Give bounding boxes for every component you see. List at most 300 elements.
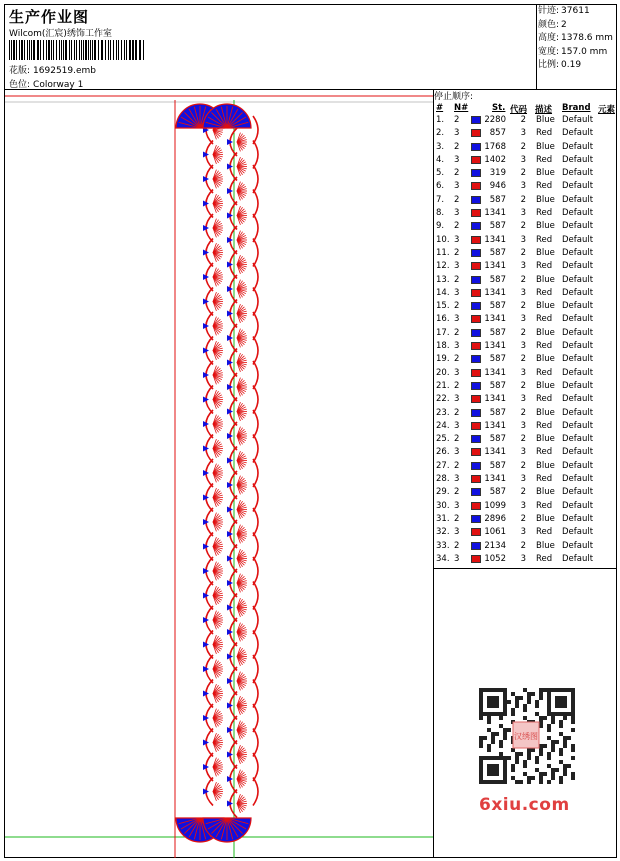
table-row <box>434 127 618 140</box>
row-code: 3 <box>520 128 526 139</box>
row-brand: Default <box>562 447 594 458</box>
row-needle: 3 <box>454 128 460 139</box>
design-file <box>9 63 96 76</box>
row-brand: Default <box>562 420 594 431</box>
table-row <box>434 154 618 167</box>
qr-module <box>487 728 491 732</box>
qr-module <box>487 720 491 724</box>
row-brand: Default <box>562 553 594 564</box>
row-stitches: 1341 <box>484 208 506 219</box>
row-stitches: 2896 <box>484 513 506 524</box>
row-brand: Default <box>562 540 594 551</box>
color-swatch <box>471 209 481 217</box>
color-swatch <box>471 129 481 137</box>
row-index: 12. <box>436 261 450 272</box>
studio-name: Wilcom(汇宸)绣饰工作室 <box>9 29 112 39</box>
qr-module <box>515 704 519 708</box>
table-row <box>434 260 618 273</box>
qr-module <box>515 756 519 760</box>
barcode-bar <box>126 40 127 60</box>
color-swatch <box>471 249 481 257</box>
table-row <box>434 234 618 247</box>
qr-module <box>571 748 575 752</box>
qr-module <box>539 716 543 720</box>
color-swatch <box>471 355 481 363</box>
barcode-bar <box>85 40 87 60</box>
row-index: 3. <box>436 141 445 152</box>
row-code: 2 <box>520 407 526 418</box>
qr-module <box>499 740 503 744</box>
row-index: 24. <box>436 420 450 431</box>
row-description: Blue <box>536 407 555 418</box>
row-brand: Default <box>562 513 594 524</box>
scallop-arc <box>253 582 258 610</box>
color-swatch <box>471 382 481 390</box>
row-stitches: 587 <box>489 380 506 391</box>
row-stitches: 1341 <box>484 234 506 245</box>
qr-module <box>479 716 483 720</box>
row-index: 33. <box>436 540 450 551</box>
qr-module <box>523 716 527 720</box>
row-brand: Default <box>562 168 594 179</box>
row-index: 1. <box>436 115 445 125</box>
stat-row <box>538 5 618 19</box>
row-code: 2 <box>520 380 526 391</box>
colorway-value: Colorway 1 <box>33 80 84 90</box>
row-brand: Default <box>562 247 594 258</box>
color-swatch <box>471 475 481 483</box>
row-stitches: 319 <box>489 168 506 179</box>
row-stitches: 587 <box>489 194 506 205</box>
stat-label: 颜色: <box>538 19 560 30</box>
row-code: 3 <box>520 553 526 564</box>
row-needle: 2 <box>454 247 460 258</box>
color-swatch <box>471 502 481 510</box>
row-description: Blue <box>536 247 555 258</box>
row-code: 2 <box>520 301 526 312</box>
qr-finder <box>487 696 499 708</box>
row-stitches: 587 <box>489 460 506 471</box>
scallop-arc <box>253 533 258 561</box>
row-brand: Default <box>562 500 594 511</box>
qr-module <box>499 744 503 748</box>
color-swatch <box>471 515 481 523</box>
barcode-bar <box>69 40 70 60</box>
row-brand: Default <box>562 314 594 325</box>
row-description: Blue <box>536 354 555 365</box>
qr-module <box>487 748 491 752</box>
row-description: Blue <box>536 194 555 205</box>
row-brand: Default <box>562 367 594 378</box>
barcode-bar <box>51 40 52 60</box>
table-header <box>434 102 618 114</box>
row-stitches: 1099 <box>484 500 506 511</box>
scallop-arc <box>253 704 258 732</box>
qr-module <box>523 760 527 764</box>
row-description: Blue <box>536 141 555 152</box>
color-swatch <box>471 236 481 244</box>
barcode-bar <box>74 40 75 60</box>
barcode-bar <box>11 40 12 60</box>
color-swatch <box>471 422 481 430</box>
table-row <box>434 486 618 499</box>
row-description: Blue <box>536 380 555 391</box>
qr-module <box>539 720 543 724</box>
row-code: 2 <box>520 487 526 498</box>
table-row <box>434 367 618 380</box>
table-row <box>434 327 618 340</box>
embroidery-pattern <box>176 104 258 842</box>
qr-module <box>571 772 575 776</box>
color-swatch <box>471 222 481 230</box>
qr-module <box>547 780 551 784</box>
qr-module <box>547 736 551 740</box>
row-code: 2 <box>520 354 526 365</box>
qr-module <box>479 736 483 740</box>
qr-module <box>531 776 535 780</box>
row-index: 28. <box>436 474 450 485</box>
row-description: Red <box>536 287 553 298</box>
qr-module <box>515 700 519 704</box>
qr-module <box>491 732 495 736</box>
row-needle: 2 <box>454 194 460 205</box>
qr-module <box>555 768 559 772</box>
scallop-arc <box>253 190 258 218</box>
scallop-arc <box>253 508 258 536</box>
qr-module <box>511 764 515 768</box>
qr-module <box>539 744 543 748</box>
row-description: Red <box>536 261 553 272</box>
qr-module <box>527 700 531 704</box>
qr-module <box>535 704 539 708</box>
barcode-bar <box>118 40 119 60</box>
row-needle: 3 <box>454 154 460 165</box>
barcode-bar <box>88 40 89 60</box>
table-row <box>434 300 618 313</box>
stop-sequence-title: 停止顺序: <box>434 92 474 102</box>
row-needle: 2 <box>454 141 460 152</box>
row-stitches: 587 <box>489 274 506 285</box>
color-swatch <box>471 448 481 456</box>
color-swatch <box>471 289 481 297</box>
qr-module <box>511 692 515 696</box>
barcode-bar <box>33 40 35 60</box>
row-needle: 2 <box>454 487 460 498</box>
row-index: 31. <box>436 513 450 524</box>
row-code: 2 <box>520 247 526 258</box>
table-row <box>434 313 618 326</box>
row-stitches: 857 <box>489 128 506 139</box>
qr-module <box>563 736 567 740</box>
table-body <box>434 114 618 566</box>
row-stitches: 587 <box>489 354 506 365</box>
qr-module <box>539 748 543 752</box>
qr-module <box>535 756 539 760</box>
row-needle: 3 <box>454 527 460 538</box>
barcode-bar <box>116 40 117 60</box>
row-code: 3 <box>520 447 526 458</box>
qr-module <box>543 772 547 776</box>
scallop-arc <box>253 312 258 340</box>
scallop-arc <box>253 680 258 708</box>
row-needle: 3 <box>454 500 460 511</box>
row-stitches: 1341 <box>484 367 506 378</box>
scallop-arc <box>253 239 258 267</box>
qr-module <box>495 732 499 736</box>
qr-module <box>507 756 511 760</box>
row-code: 3 <box>520 474 526 485</box>
colorway <box>9 77 83 90</box>
barcode-bar <box>121 40 122 60</box>
header-stitches: St. <box>492 103 506 113</box>
row-index: 16. <box>436 314 450 325</box>
table-row <box>434 380 618 393</box>
row-code: 2 <box>520 274 526 285</box>
barcode-bar <box>63 40 64 60</box>
qr-module <box>483 736 487 740</box>
row-index: 25. <box>436 434 450 445</box>
row-needle: 2 <box>454 115 460 125</box>
qr-module <box>571 728 575 732</box>
row-stitches: 587 <box>489 301 506 312</box>
scallop-arc <box>253 386 258 414</box>
row-stitches: 946 <box>489 181 506 192</box>
scallop-arc <box>253 141 258 169</box>
qr-module <box>559 752 563 756</box>
row-code: 3 <box>520 420 526 431</box>
row-brand: Default <box>562 221 594 232</box>
qr-module <box>515 780 519 784</box>
stat-value: 0.19 <box>561 60 582 71</box>
barcode-bar <box>19 40 20 60</box>
row-description: Blue <box>536 460 555 471</box>
row-index: 6. <box>436 181 445 192</box>
qr-module <box>527 748 531 752</box>
barcode-bar <box>143 40 144 60</box>
row-brand: Default <box>562 394 594 405</box>
color-swatch <box>471 143 481 151</box>
row-index: 5. <box>436 168 445 179</box>
table-row <box>434 167 618 180</box>
row-index: 10. <box>436 234 450 245</box>
header-element: 元素 <box>598 105 616 115</box>
color-swatch <box>471 542 481 550</box>
row-code: 2 <box>520 513 526 524</box>
row-stitches: 587 <box>489 247 506 258</box>
color-swatch <box>471 409 481 417</box>
table-row <box>434 460 618 473</box>
qr-module <box>551 720 555 724</box>
row-description: Blue <box>536 168 555 179</box>
qr-module <box>543 688 547 692</box>
qr-module <box>523 764 527 768</box>
qr-module <box>503 728 507 732</box>
stat-row <box>538 32 618 46</box>
qr-module <box>523 704 527 708</box>
row-stitches: 1341 <box>484 341 506 352</box>
row-brand: Default <box>562 301 594 312</box>
qr-module <box>539 772 543 776</box>
qr-module <box>571 744 575 748</box>
row-code: 3 <box>520 367 526 378</box>
table-row <box>434 407 618 420</box>
row-needle: 2 <box>454 354 460 365</box>
qr-module <box>559 776 563 780</box>
barcode-bar <box>24 40 25 60</box>
scallop-arc <box>253 778 258 806</box>
qr-module <box>519 752 523 756</box>
row-index: 23. <box>436 407 450 418</box>
scallop-arc <box>253 631 258 659</box>
qr-module <box>559 732 563 736</box>
table-row <box>434 473 618 486</box>
scallop-arc <box>253 459 258 487</box>
barcode-bar <box>56 40 57 60</box>
qr-module <box>539 688 543 692</box>
qr-module <box>539 752 543 756</box>
stat-label: 高度: <box>538 33 560 44</box>
barcode-bar <box>81 40 82 60</box>
row-code: 2 <box>520 141 526 152</box>
row-stitches: 1402 <box>484 154 506 165</box>
row-brand: Default <box>562 194 594 205</box>
scallop-arc <box>253 655 258 683</box>
qr-module <box>479 744 483 748</box>
row-brand: Default <box>562 460 594 471</box>
qr-module <box>499 716 503 720</box>
row-needle: 3 <box>454 181 460 192</box>
stat-value: 2 <box>561 19 567 30</box>
row-code: 2 <box>520 434 526 445</box>
qr-module <box>535 700 539 704</box>
qr-module <box>567 764 571 768</box>
row-description: Blue <box>536 115 555 125</box>
row-brand: Default <box>562 115 594 125</box>
barcode-bar <box>139 40 141 60</box>
barcode <box>9 40 147 60</box>
row-code: 2 <box>520 327 526 338</box>
barcode-bar <box>31 40 32 60</box>
scallop-arc <box>253 753 258 781</box>
qr-module <box>547 756 551 760</box>
qr-module <box>507 700 511 704</box>
table-row <box>434 353 618 366</box>
row-index: 29. <box>436 487 450 498</box>
row-needle: 2 <box>454 434 460 445</box>
row-needle: 3 <box>454 341 460 352</box>
row-brand: Default <box>562 327 594 338</box>
row-stitches: 1341 <box>484 447 506 458</box>
row-needle: 3 <box>454 234 460 245</box>
row-needle: 2 <box>454 407 460 418</box>
qr-seal-text: 汉绣图 <box>514 732 538 741</box>
row-description: Red <box>536 447 553 458</box>
row-index: 7. <box>436 194 445 205</box>
row-code: 3 <box>520 181 526 192</box>
row-index: 11. <box>436 247 450 258</box>
scallop-arc <box>253 410 258 438</box>
row-description: Red <box>536 500 553 511</box>
barcode-bar <box>53 40 54 60</box>
qr-module <box>523 772 527 776</box>
table-row <box>434 433 618 446</box>
color-swatch <box>471 435 481 443</box>
row-index: 8. <box>436 208 445 219</box>
row-brand: Default <box>562 128 594 139</box>
row-description: Blue <box>536 327 555 338</box>
color-swatch <box>471 196 481 204</box>
stat-label: 针迹: <box>538 6 560 16</box>
row-brand: Default <box>562 354 594 365</box>
barcode-bar <box>110 40 111 60</box>
qr-module <box>567 736 571 740</box>
row-code: 3 <box>520 208 526 219</box>
row-description: Red <box>536 474 553 485</box>
row-stitches: 587 <box>489 434 506 445</box>
barcode-bar <box>46 40 47 60</box>
qr-module <box>503 732 507 736</box>
table-row <box>434 287 618 300</box>
qr-module <box>527 780 531 784</box>
color-swatch <box>471 395 481 403</box>
qr-module <box>527 756 531 760</box>
color-swatch <box>471 528 481 536</box>
barcode-bar <box>71 40 72 60</box>
row-stitches: 1341 <box>484 420 506 431</box>
qr-module <box>559 720 563 724</box>
row-needle: 2 <box>454 460 460 471</box>
color-swatch <box>471 369 481 377</box>
table-row <box>434 553 618 566</box>
row-index: 27. <box>436 460 450 471</box>
barcode-bar <box>92 40 93 60</box>
qr-module <box>539 696 543 700</box>
table-row <box>434 247 618 260</box>
row-index: 21. <box>436 380 450 391</box>
qr-module <box>527 692 531 696</box>
color-swatch <box>471 555 481 563</box>
row-needle: 2 <box>454 274 460 285</box>
page-title: 生产作业图 <box>9 8 90 26</box>
barcode-bar <box>132 40 134 60</box>
row-needle: 3 <box>454 553 460 564</box>
row-index: 22. <box>436 394 450 405</box>
row-brand: Default <box>562 287 594 298</box>
colorway-label: 色位: <box>9 80 31 90</box>
row-stitches: 587 <box>489 327 506 338</box>
table-row <box>434 393 618 406</box>
barcode-bar <box>48 40 50 60</box>
qr-module <box>547 752 551 756</box>
qr-module <box>523 688 527 692</box>
row-stitches: 1341 <box>484 261 506 272</box>
stat-label: 宽度: <box>538 46 560 57</box>
row-needle: 2 <box>454 380 460 391</box>
stop-sequence-table <box>434 102 618 566</box>
row-stitches: 587 <box>489 221 506 232</box>
qr-module <box>523 708 527 712</box>
header-code: 代码 <box>510 105 528 115</box>
qr-module <box>555 740 559 744</box>
qr-module <box>511 748 515 752</box>
row-needle: 3 <box>454 420 460 431</box>
qr-module <box>487 744 491 748</box>
qr-module <box>571 776 575 780</box>
qr-module <box>563 768 567 772</box>
barcode-bar <box>9 40 10 60</box>
row-code: 2 <box>520 168 526 179</box>
scallop-arc <box>253 263 258 291</box>
